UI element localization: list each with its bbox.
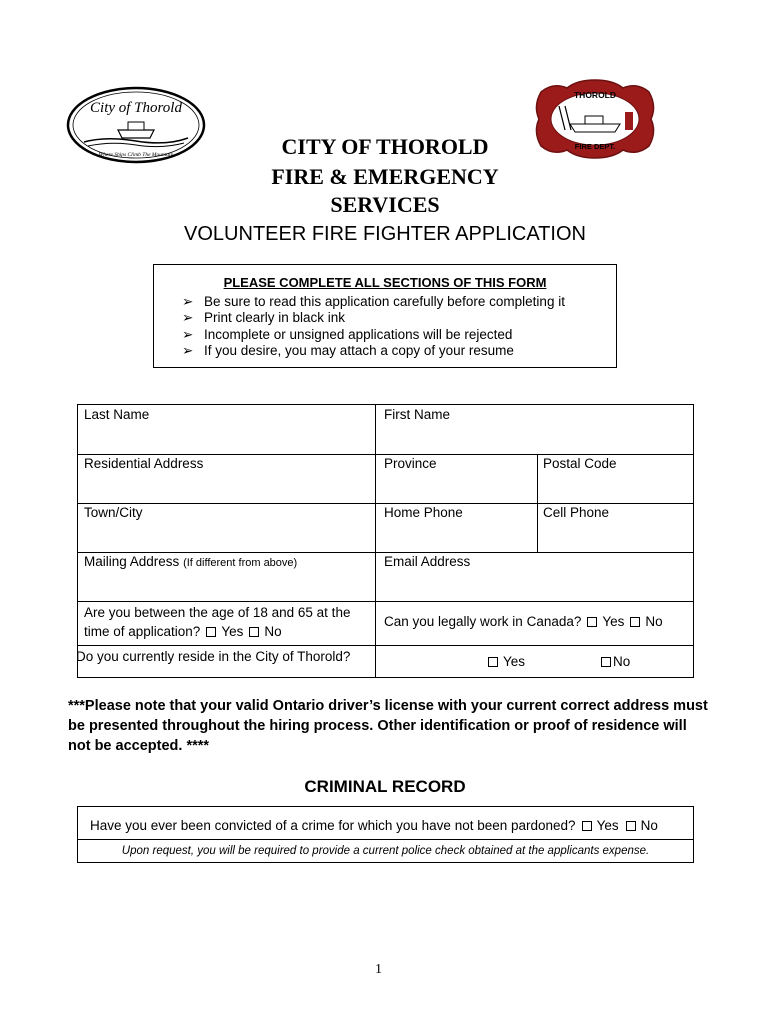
form-subtitle: VOLUNTEER FIRE FIGHTER APPLICATION [184,223,586,245]
svg-text:FIRE DEPT.: FIRE DEPT. [574,142,616,151]
instructions-box [153,264,617,368]
age-yes-checkbox[interactable] [206,627,216,637]
arrow-bullet-icon: ➢ [182,294,194,309]
residential-address-field[interactable]: Residential Address [84,456,204,471]
page-number: 1 [375,962,382,977]
mailing-address-field[interactable]: Mailing Address (If different from above) [84,554,298,569]
postal-code-field[interactable]: Postal Code [543,456,617,471]
work-canada-question: Can you legally work in Canada? Yes No [384,614,663,629]
instructions-heading: PLEASE COMPLETE ALL SECTIONS OF THIS FORM [223,275,547,290]
drivers-license-note: ***Please note that your valid Ontario driver’s license with your current correct address must be presented throughout the hiring process. Other identification or proof of residence will not be accepted. **** [68,698,708,754]
arrow-bullet-icon: ➢ [182,327,194,342]
first-name-field[interactable]: First Name [384,407,451,422]
arrow-bullet-icon: ➢ [182,310,194,325]
applicant-info-table [77,404,694,678]
criminal-question: Have you ever been convicted of a crime for which you have not been pardoned? Yes No [90,818,658,833]
svg-text:Where Ships Climb The Mountain: Where Ships Climb The Mountain [98,152,174,158]
svg-text:THOROLD: THOROLD [573,90,617,100]
page-title-line-1: CITY OF THOROLD [281,134,489,159]
city-of-thorold-logo [66,86,206,164]
age-no-checkbox[interactable] [249,627,259,637]
page-title-line-2: FIRE & EMERGENCY [271,164,499,189]
reside-no-option: No [595,654,630,669]
police-check-note: Upon request, you will be required to provide a current police check obtained at the applicants expense. [121,845,650,857]
instruction-item: ➢ Be sure to read this application carefully before completing it [182,294,565,309]
instruction-item: ➢ Incomplete or unsigned applications will be rejected [182,327,513,342]
instruction-item: ➢ Print clearly in black ink [182,310,346,325]
age-question: Are you between the age of 18 and 65 at the time of application? Yes No [84,605,351,639]
cell-phone-field[interactable]: Cell Phone [543,505,610,520]
criminal-yes-checkbox[interactable] [582,821,592,831]
mailing-address-note: (If different from above) [183,557,298,569]
home-phone-field[interactable]: Home Phone [384,505,463,520]
svg-text:City of Thorold: City of Thorold [90,100,182,116]
instruction-item: ➢ If you desire, you may attach a copy of your resume [182,343,514,358]
province-field[interactable]: Province [384,456,437,471]
reside-no-checkbox[interactable] [601,657,611,667]
town-city-field[interactable]: Town/City [84,505,143,520]
work-yes-checkbox[interactable] [587,617,597,627]
work-no-checkbox[interactable] [630,617,640,627]
arrow-bullet-icon: ➢ [182,343,194,358]
reside-yes-option: Yes [482,654,525,669]
reside-thorold-question: Do you currently reside in the City of Thorold? [76,649,351,664]
reside-yes-checkbox[interactable] [488,657,498,667]
criminal-no-checkbox[interactable] [626,821,636,831]
criminal-record-box [77,806,694,863]
criminal-record-heading: CRIMINAL RECORD [304,777,466,796]
last-name-field[interactable]: Last Name [84,407,150,422]
email-address-field[interactable]: Email Address [384,554,471,569]
page-title-line-3: SERVICES [330,192,440,217]
